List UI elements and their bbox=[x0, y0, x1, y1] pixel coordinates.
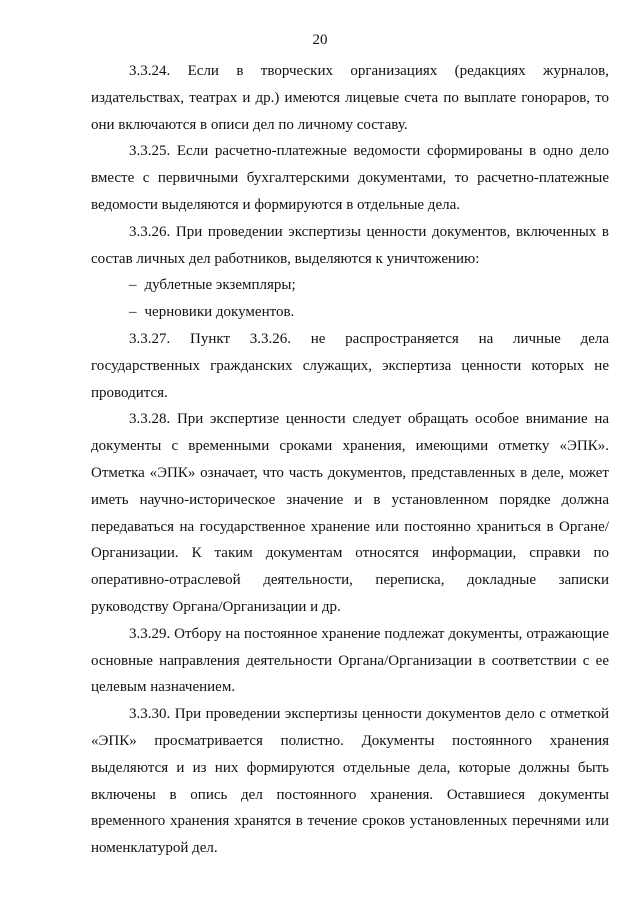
page-number: 20 bbox=[312, 32, 328, 48]
paragraph-3-3-24: 3.3.24. Если в творческих организациях (редакциях журналов, издательствах, театрах и др.) имеются лицевые счета по выплате гонораров, то они включаются в описи дел по личному составу. bbox=[91, 63, 609, 133]
paragraph-3-3-29: 3.3.29. Отбору на постоянное хранение подлежат документы, отражающие основные направления деятельности Органа/Организации в соответствии с ее целевым назначением. bbox=[91, 625, 609, 696]
paragraph-3-3-28: 3.3.28. При экспертизе ценности следует обращать особое внимание на документы с временными сроками хранения, имеющими отметку «ЭПК». Отметка «ЭПК» означает, что часть документов, представленных в деле, может иметь научно-историческое значение и в установленном порядке должна передаваться на государственное хранение или постоянно храниться в Органе/Организации. К таким документам относятся информации, справки по оперативно-отраслевой деятельности, переписка, докладные записки руководству Органа/Организации и др. bbox=[91, 411, 609, 615]
list-dash: – bbox=[129, 277, 137, 294]
paragraph-3-3-27: 3.3.27. Пункт 3.3.26. не распространяется на личные дела государственных гражданских служащих, экспертиза ценности которых не проводится. bbox=[91, 330, 609, 401]
document-body bbox=[91, 58, 609, 862]
paragraph-3-3-25: 3.3.25. Если расчетно-платежные ведомости сформированы в одно дело вместе с первичными бухгалтерскими документами, то расчетно-платежные ведомости выделяются и формируются в отдельные дела. bbox=[91, 143, 609, 213]
list-dash: – bbox=[129, 304, 137, 321]
list-item bbox=[91, 272, 609, 299]
paragraph-3-3-30: 3.3.30. При проведении экспертизы ценности документов дело с отметкой «ЭПК» просматривается полистно. Документы постоянного хранения выделяются и из них формируются отдельные дела, которые должны быть включены в опись дел постоянного хранения. Оставшиеся документы временного хранения хранятся в течение сроков установленных перечнями или номенклатурой дел. bbox=[91, 706, 609, 857]
list-item bbox=[91, 299, 609, 326]
paragraph-3-3-26: 3.3.26. При проведении экспертизы ценности документов, включенных в состав личных дел работников, выделяются к уничтожению: bbox=[91, 223, 609, 267]
list-item-text: дублетные экземпляры; bbox=[144, 277, 296, 294]
list-item-text: черновики документов. bbox=[144, 304, 295, 321]
